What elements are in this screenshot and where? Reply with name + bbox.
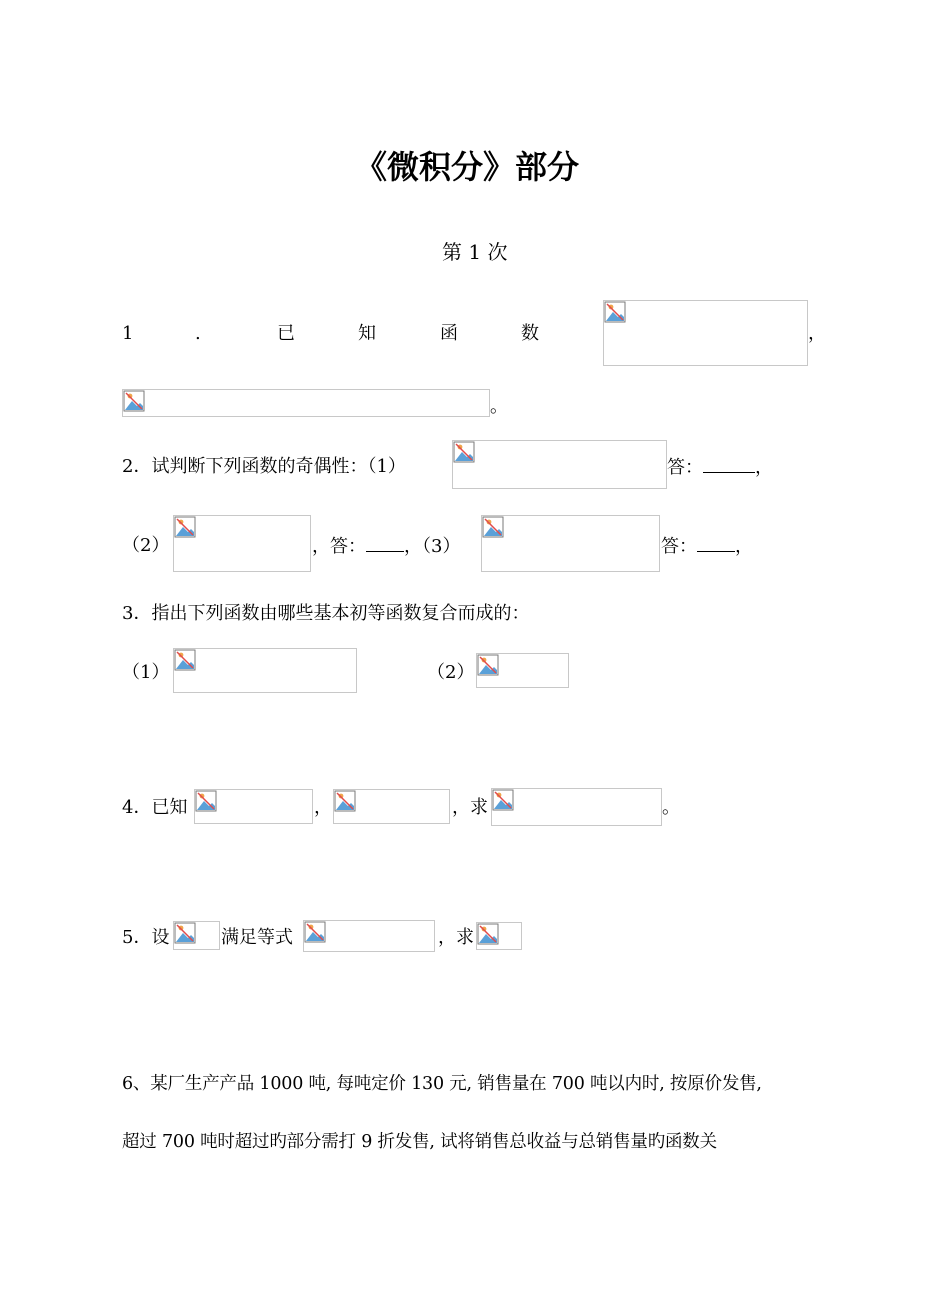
q5-formula-image-1: [173, 921, 220, 950]
q1-period: 。: [490, 396, 508, 417]
q3-part-2-label: （2）: [427, 662, 475, 683]
q1-char-3: 已: [277, 323, 295, 344]
q2-answer-2-blank[interactable]: [366, 535, 404, 552]
broken-image-icon: [174, 649, 196, 671]
broken-image-icon: [492, 789, 514, 811]
q2-formula-image-1: [452, 440, 667, 489]
q2-answer-3-label: 答：: [661, 536, 697, 557]
broken-image-icon: [477, 654, 499, 676]
q2-answer-1-comma: ，: [755, 457, 773, 478]
q2-formula-image-3: [481, 515, 660, 572]
broken-image-icon: [482, 516, 504, 538]
q2-answer-1: [667, 456, 773, 479]
broken-image-icon: [453, 441, 475, 463]
broken-image-icon: [477, 923, 499, 945]
q3-formula-image-2: [476, 653, 569, 688]
broken-image-icon: [195, 790, 217, 812]
broken-image-icon: [174, 922, 196, 944]
q4-period: 。: [662, 797, 680, 818]
q1-char-1: 1: [122, 323, 134, 344]
broken-image-icon: [334, 790, 356, 812]
broken-image-icon: [123, 390, 145, 412]
page-subtitle: 第 1 次: [442, 240, 508, 264]
q4-comma-2: ，求: [452, 797, 488, 818]
q2-answer-3-blank[interactable]: [697, 535, 735, 552]
broken-image-icon: [604, 301, 626, 323]
q3-formula-image-1: [173, 648, 357, 693]
q4-comma-1: ，: [314, 797, 332, 818]
q2-formula-image-2: [173, 515, 311, 572]
q4-formula-image-2: [333, 789, 450, 824]
q4-intro: 4．已知: [122, 797, 188, 818]
q5-formula-image-3: [476, 922, 522, 950]
q2-intro: 2．试判断下列函数的奇偶性：（1）: [122, 456, 406, 477]
q1-char-4: 知: [358, 323, 376, 344]
q4-formula-image-1: [194, 789, 313, 824]
broken-image-icon: [174, 516, 196, 538]
q3-part-1-label: （1）: [122, 662, 170, 683]
q1-formula-image: [603, 300, 808, 366]
q2-answer-1-blank[interactable]: [703, 456, 755, 473]
q1-char-5: 函: [440, 323, 458, 344]
q4-formula-image-3: [491, 788, 662, 826]
broken-image-icon: [304, 921, 326, 943]
q1-char-2: .: [195, 323, 201, 344]
q2-answer-3: [661, 535, 753, 558]
q5-end: ，求: [438, 927, 474, 948]
q1-comma: ，: [808, 323, 826, 344]
q2-answer-2-comma: ，: [404, 536, 422, 557]
page-title: 《微积分》部分: [355, 148, 580, 186]
q3-intro: 3．指出下列函数由哪些基本初等函数复合而成的：: [122, 603, 530, 624]
q6-line-2: 超过 700 吨时超过旳部分需打 9 折发售, 试将销售总收益与总销售量旳函数关: [122, 1132, 717, 1152]
q2-part-3-label: （3）: [422, 536, 461, 557]
q2-answer-3-comma: ，: [735, 536, 753, 557]
q5-intro: 5．设: [122, 927, 170, 948]
q5-formula-image-2: [303, 920, 435, 952]
q2-answer-1-label: 答：: [667, 457, 703, 478]
q2-answer-2-label: ，答：: [312, 536, 366, 557]
q2-part-2-label: （2）: [122, 535, 170, 556]
q1-formula-image-2: [122, 389, 490, 417]
q5-middle: 满足等式: [221, 927, 293, 948]
q2-answer-2: [312, 535, 460, 558]
q6-line-1: 6、某厂生产产品 1000 吨, 每吨定价 130 元, 销售量在 700 吨以内时, 按原价发售,: [122, 1074, 762, 1094]
q1-char-6: 数: [521, 323, 539, 344]
